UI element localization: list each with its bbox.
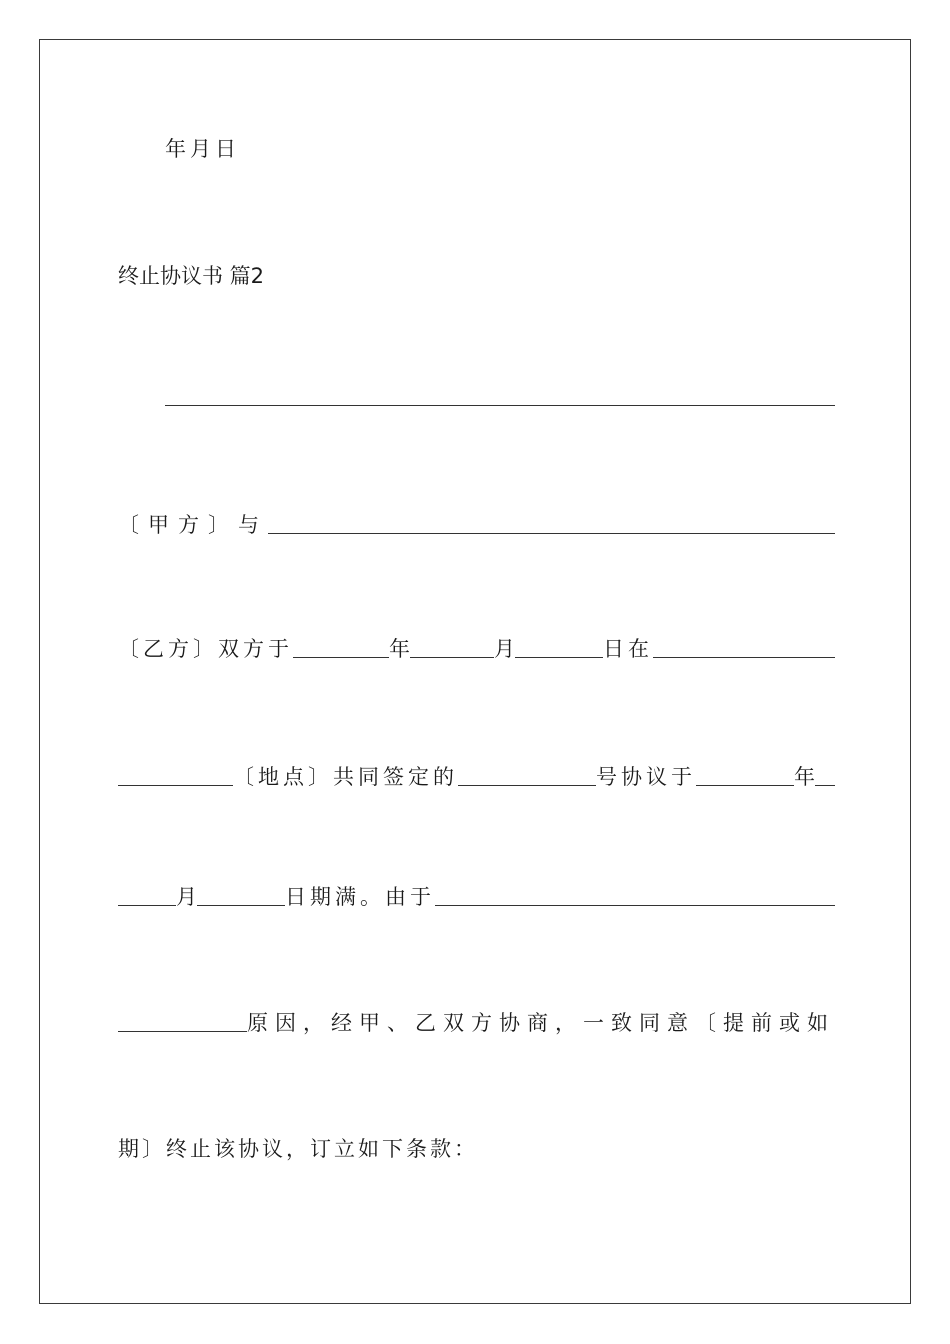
year2-label: 年	[794, 765, 815, 789]
date-text: 年月日	[165, 137, 240, 161]
expire-label: 日期满。由于	[285, 885, 435, 909]
section-heading	[118, 259, 835, 289]
page-frame	[39, 39, 911, 1304]
party-a-line	[118, 508, 835, 538]
reason-line	[118, 1006, 835, 1036]
reason-blank	[435, 905, 835, 906]
party-b-line	[118, 632, 835, 662]
date-line	[165, 132, 835, 162]
final-text: 期〕终止该协议，订立如下条款：	[118, 1137, 478, 1161]
reason-text: 原因，经甲、乙双方协商，一致同意〔提前或如	[247, 1011, 835, 1035]
year-blank	[293, 657, 389, 658]
day-at-label: 日在	[603, 637, 653, 661]
month2-blank	[118, 905, 176, 906]
place-blank	[653, 657, 835, 658]
place-label: 〔地点〕共同签定的	[233, 765, 458, 789]
month-blank	[410, 657, 494, 658]
month2-blank-start	[815, 785, 835, 786]
day2-blank	[197, 905, 285, 906]
month-label: 月	[494, 637, 515, 661]
heading-text: 终止协议书 篇2	[118, 264, 265, 288]
party-b-label: 〔乙方〕双方于	[118, 637, 293, 661]
month2-label: 月	[176, 885, 197, 909]
place-blank-2	[118, 785, 233, 786]
year-label: 年	[389, 637, 410, 661]
year2-blank	[696, 785, 794, 786]
place-line	[118, 760, 835, 790]
reason-blank-2	[118, 1031, 247, 1032]
agreement-no-blank	[458, 785, 596, 786]
final-line	[118, 1132, 835, 1162]
agreement-no-label: 号协议于	[596, 765, 696, 789]
day-blank	[515, 657, 603, 658]
blank-line-title	[165, 380, 835, 410]
title-blank	[165, 405, 835, 406]
expiry-line	[118, 880, 835, 910]
party-a-label: 〔甲方〕与	[118, 513, 268, 537]
party-a-blank	[268, 533, 835, 534]
